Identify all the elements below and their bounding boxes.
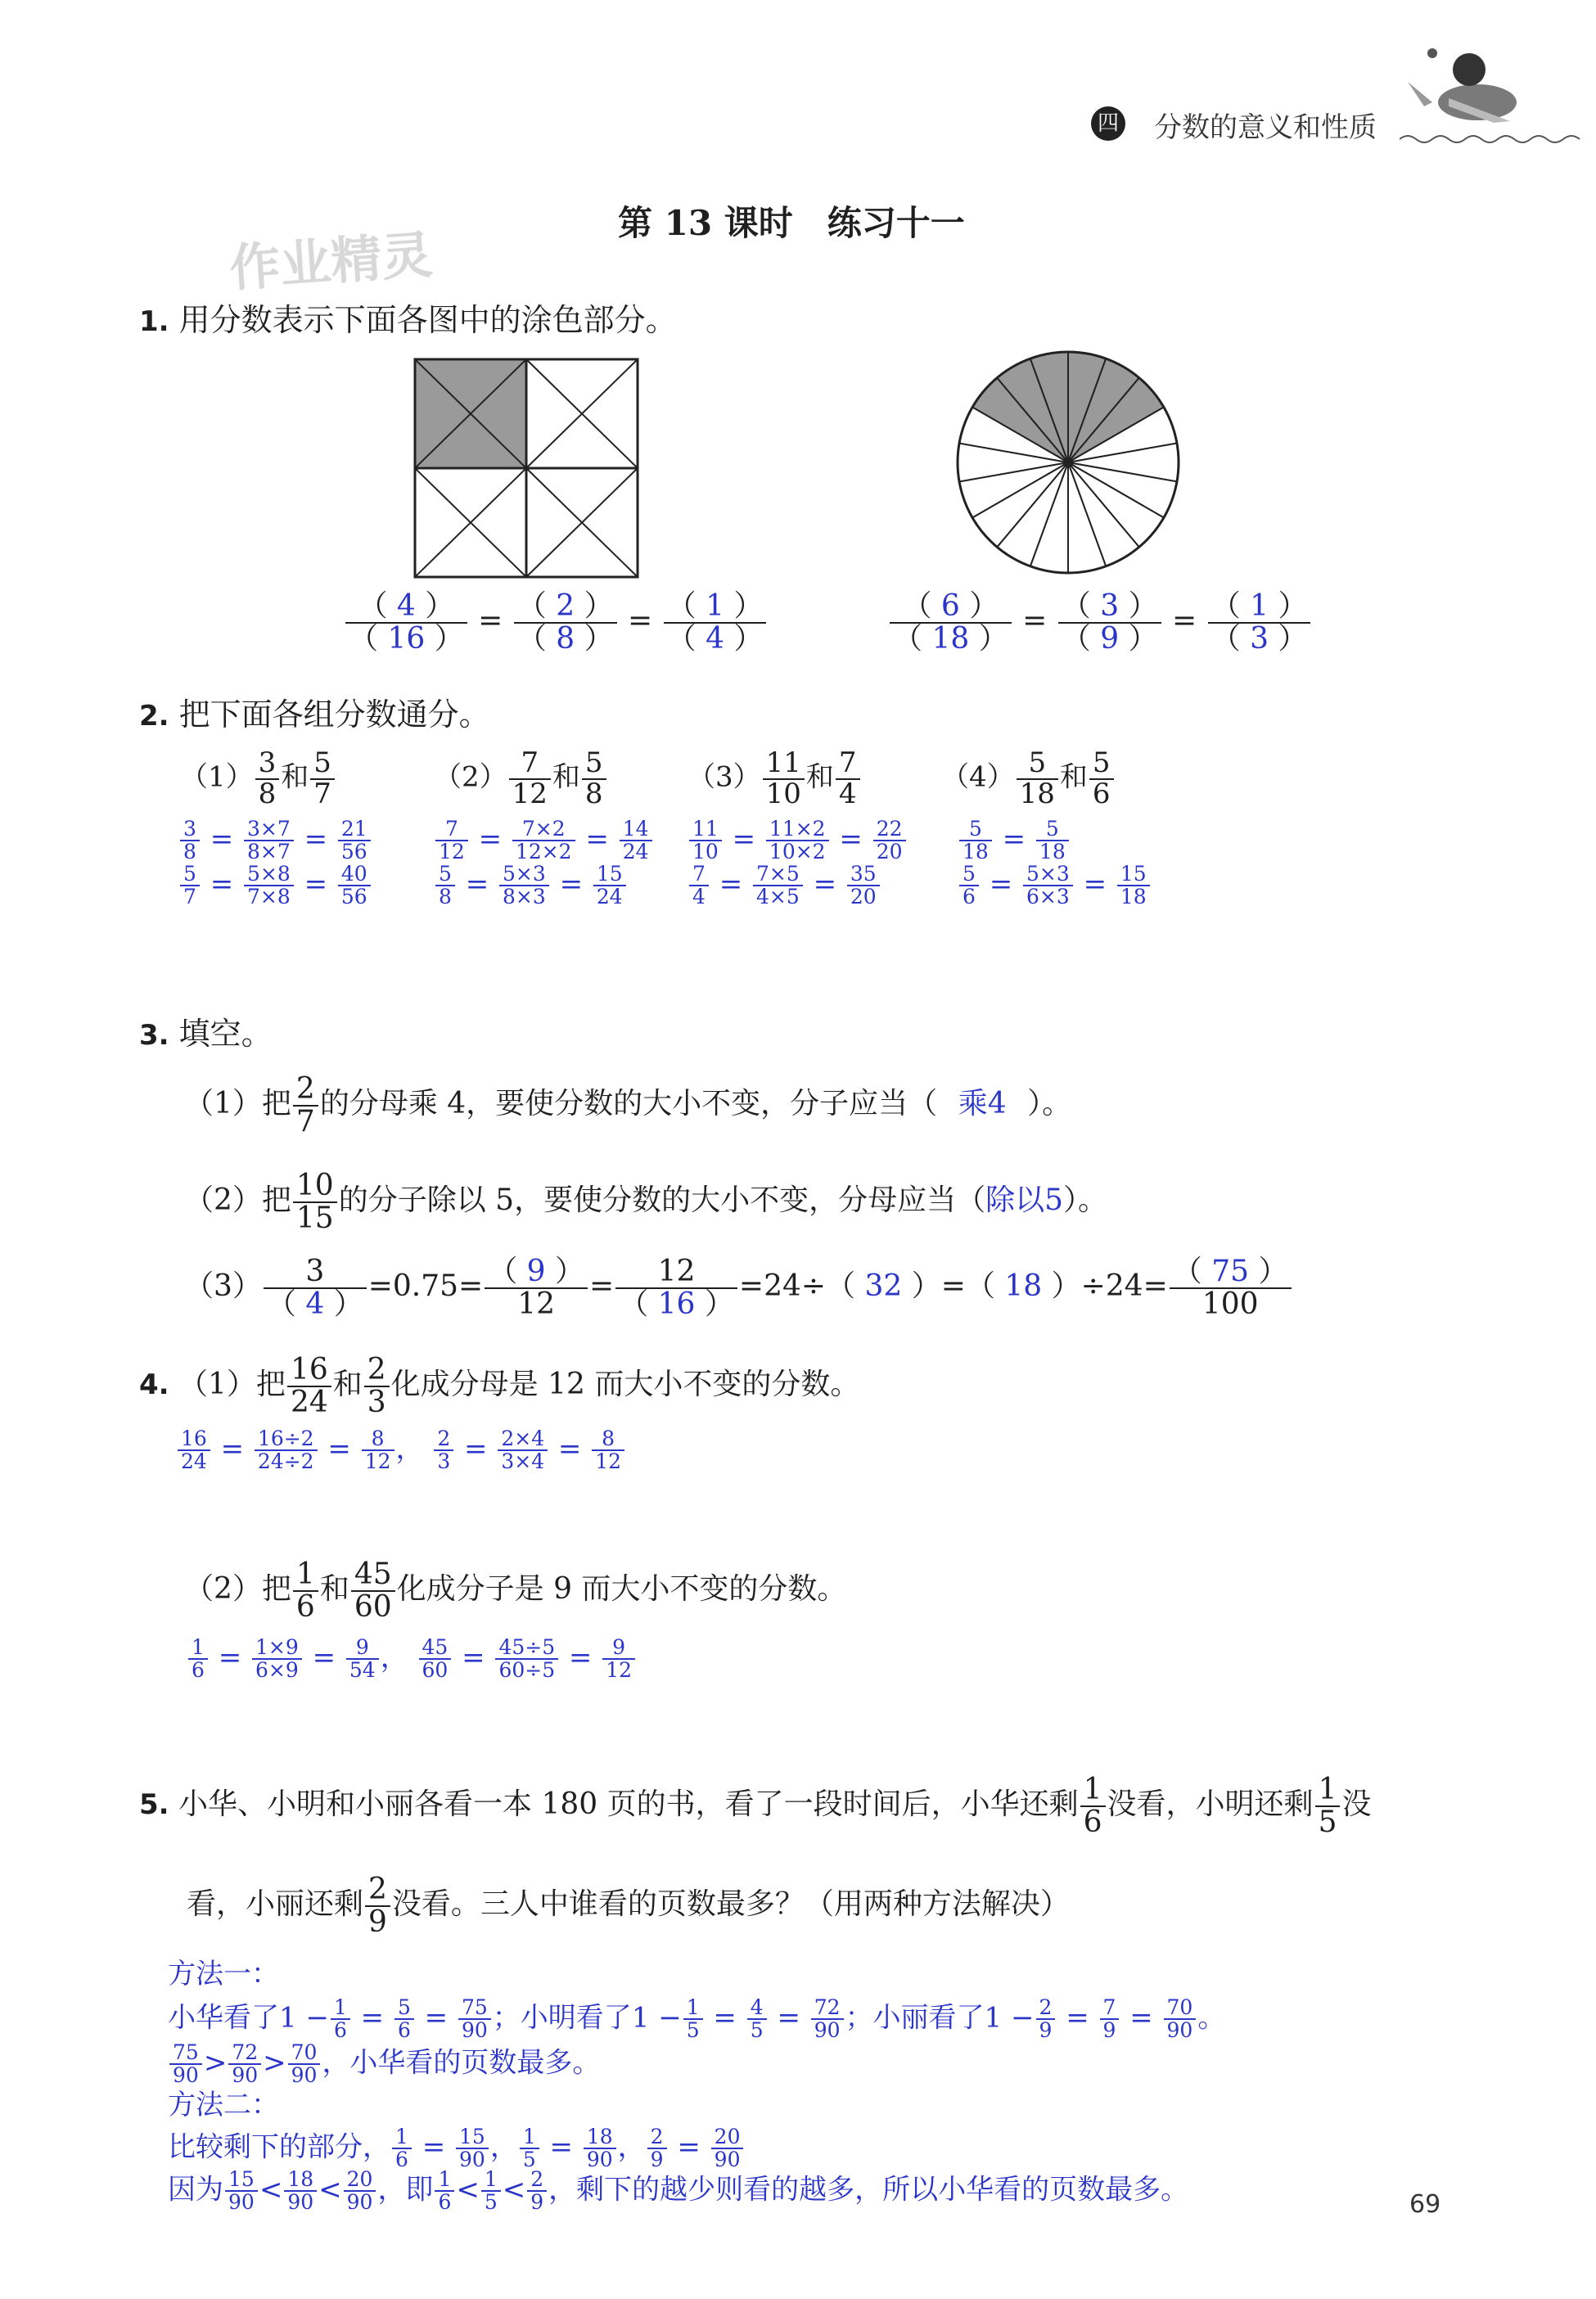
lesson-title: 第 13 课时 练习十一 [618, 203, 965, 243]
q4-sub-1: 4. （1）把 $\frac{16}{24}$ 和 $\frac{2}{3}$ 化成分母是 12 而大小不变的分数。 [139, 1353, 860, 1419]
question-2: 2. 把下面各组分数通分。 [139, 696, 490, 733]
q2-answer-3: $\frac{11}{10}$ = $\frac{11\times 2}{10\times 2}$ = $\frac{22}{20}$ $\frac{7}{4}$ = $\frac{7\times 5}{4\times 5}$ = $\frac{35}{20}$ [688, 818, 908, 908]
q2-answer-4: $\frac{5}{18}$ = $\frac{5}{18}$ $\frac{5}{6}$ = $\frac{5\times 3}{6\times 3}$ = $\frac{15}{18}$ [958, 818, 1152, 908]
circle-figure [954, 348, 1183, 577]
q5-method-2-label: 方法二： [168, 2089, 279, 2121]
q5-method-2-line-2: 因为 $\frac{15}{90}$ < $\frac{18}{90}$ < $\frac{20}{90}$ ，即 $\frac{1}{6}$ < $\frac{1}{5}$ < $\frac{2}{9}$ ，剩下的越少则看的越多，所以小华看的页数最多。 [168, 2167, 1189, 2215]
q3-sub-1: （1）把 $\frac{2}{7}$ 的分母乘 4，要使分数的大小不变，分子应当（ 乘4 ）。 [184, 1072, 1072, 1138]
q5-line-1: 5. 小华、小明和小丽各看一本 180 页的书，看了一段时间后，小华还剩 $\frac{1}{6}$ 没看，小明还剩 $\frac{1}{5}$ 没 [139, 1773, 1372, 1839]
q5-method-1-line-1: 小华看了1 − $\frac{1}{6}$ = $\frac{5}{6}$ = $\frac{75}{90}$ ；小明看了1 − $\frac{1}{5}$ = $\frac{4}{5}$ = $\frac{72}{90}$ ；小丽看了1 − $\frac{2}{9}$ = $\frac{7}{9}$ = $\frac{70}{90}$ 。 [168, 1995, 1226, 2043]
q5-line-2: 看，小丽还剩 $\frac{2}{9}$ 没看。三人中谁看的页数最多？（用两种方法解决） [187, 1873, 1070, 1939]
q1-circle-answer: $\frac{( 6 )}{( 18 )}$ = $\frac{( 3 )}{( 9 )}$ = $\frac{( 1 )}{( 3 )}$ [888, 591, 1312, 655]
page-number: 69 [1409, 2190, 1441, 2219]
q2-item-1: （1） $\frac{3}{8}$ 和 $\frac{5}{7}$ [180, 749, 336, 809]
q3-sub-3: （3） $\frac{3}{( 4 )}$ =0.75= $\frac{( 9 )}{12}$ = $\frac{12}{( 16 )}$ =24÷（ 32 ）=（ 18 ）÷24= $\frac{( 75 )}{100}$ [184, 1256, 1293, 1320]
q4-answer-2: $\frac{1}{6}$ = $\frac{1\times 9}{6\times 9}$ = $\frac{9}{54}$ ， $\frac{45}{60}$ = $\frac{45\div 5}{60\div 5}$ = $\frac{9}{12}$ [187, 1637, 637, 1682]
q2-answer-2: $\frac{7}{12}$ = $\frac{7\times 2}{12\times 2}$ = $\frac{14}{24}$ $\frac{5}{8}$ = $\frac{5\times 3}{8\times 3}$ = $\frac{15}{24}$ [434, 818, 654, 908]
q2-answer-1: $\frac{3}{8}$ = $\frac{3\times 7}{8\times 7}$ = $\frac{21}{56}$ $\frac{5}{7}$ = $\frac{5\times 8}{7\times 8}$ = $\frac{40}{56}$ [178, 818, 372, 908]
q4-answer-1: $\frac{16}{24}$ = $\frac{16\div 2}{24\div 2}$ = $\frac{8}{12}$ ， $\frac{2}{3}$ = $\frac{2\times 4}{3\times 4}$ = $\frac{8}{12}$ [176, 1428, 626, 1473]
q5-method-1-label: 方法一： [168, 1958, 279, 1990]
watermark: 作业精灵 [228, 224, 435, 299]
q4-sub-2: （2）把 $\frac{1}{6}$ 和 $\frac{45}{60}$ 化成分子是 9 而大小不变的分数。 [184, 1557, 847, 1624]
question-3: 3. 填空。 [139, 1016, 273, 1052]
q3-sub-2: （2）把 $\frac{10}{15}$ 的分子除以 5，要使分数的大小不变，分母应当（除以5）。 [184, 1169, 1107, 1235]
q5-method-2-line-1: 比较剩下的部分， $\frac{1}{6}$ = $\frac{15}{90}$ ， $\frac{1}{5}$ = $\frac{18}{90}$ ， $\frac{2}{9}$ = $\frac{20}{90}$ [168, 2126, 745, 2171]
q2-item-2: （2） $\frac{7}{12}$ 和 $\frac{5}{8}$ [434, 749, 608, 809]
q2-item-3: （3） $\frac{11}{10}$ 和 $\frac{7}{4}$ [688, 749, 862, 809]
q5-method-1-line-2: $\frac{75}{90}$ > $\frac{72}{90}$ > $\frac{70}{90}$ ，小华看的页数最多。 [168, 2042, 600, 2087]
q2-item-4: （4） $\frac{5}{18}$ 和 $\frac{5}{6}$ [941, 749, 1116, 809]
square-figure [413, 358, 642, 579]
bird-decoration-icon [1400, 25, 1588, 156]
chapter-badge: 四 [1091, 106, 1125, 141]
q1-square-answer: $\frac{( 4 )}{( 16 )}$ = $\frac{( 2 )}{( 8 )}$ = $\frac{( 1 )}{( 4 )}$ [344, 591, 768, 655]
question-1: 1. 用分数表示下面各图中的涂色部分。 [139, 302, 677, 338]
chapter-title: 分数的意义和性质 [1154, 111, 1377, 144]
